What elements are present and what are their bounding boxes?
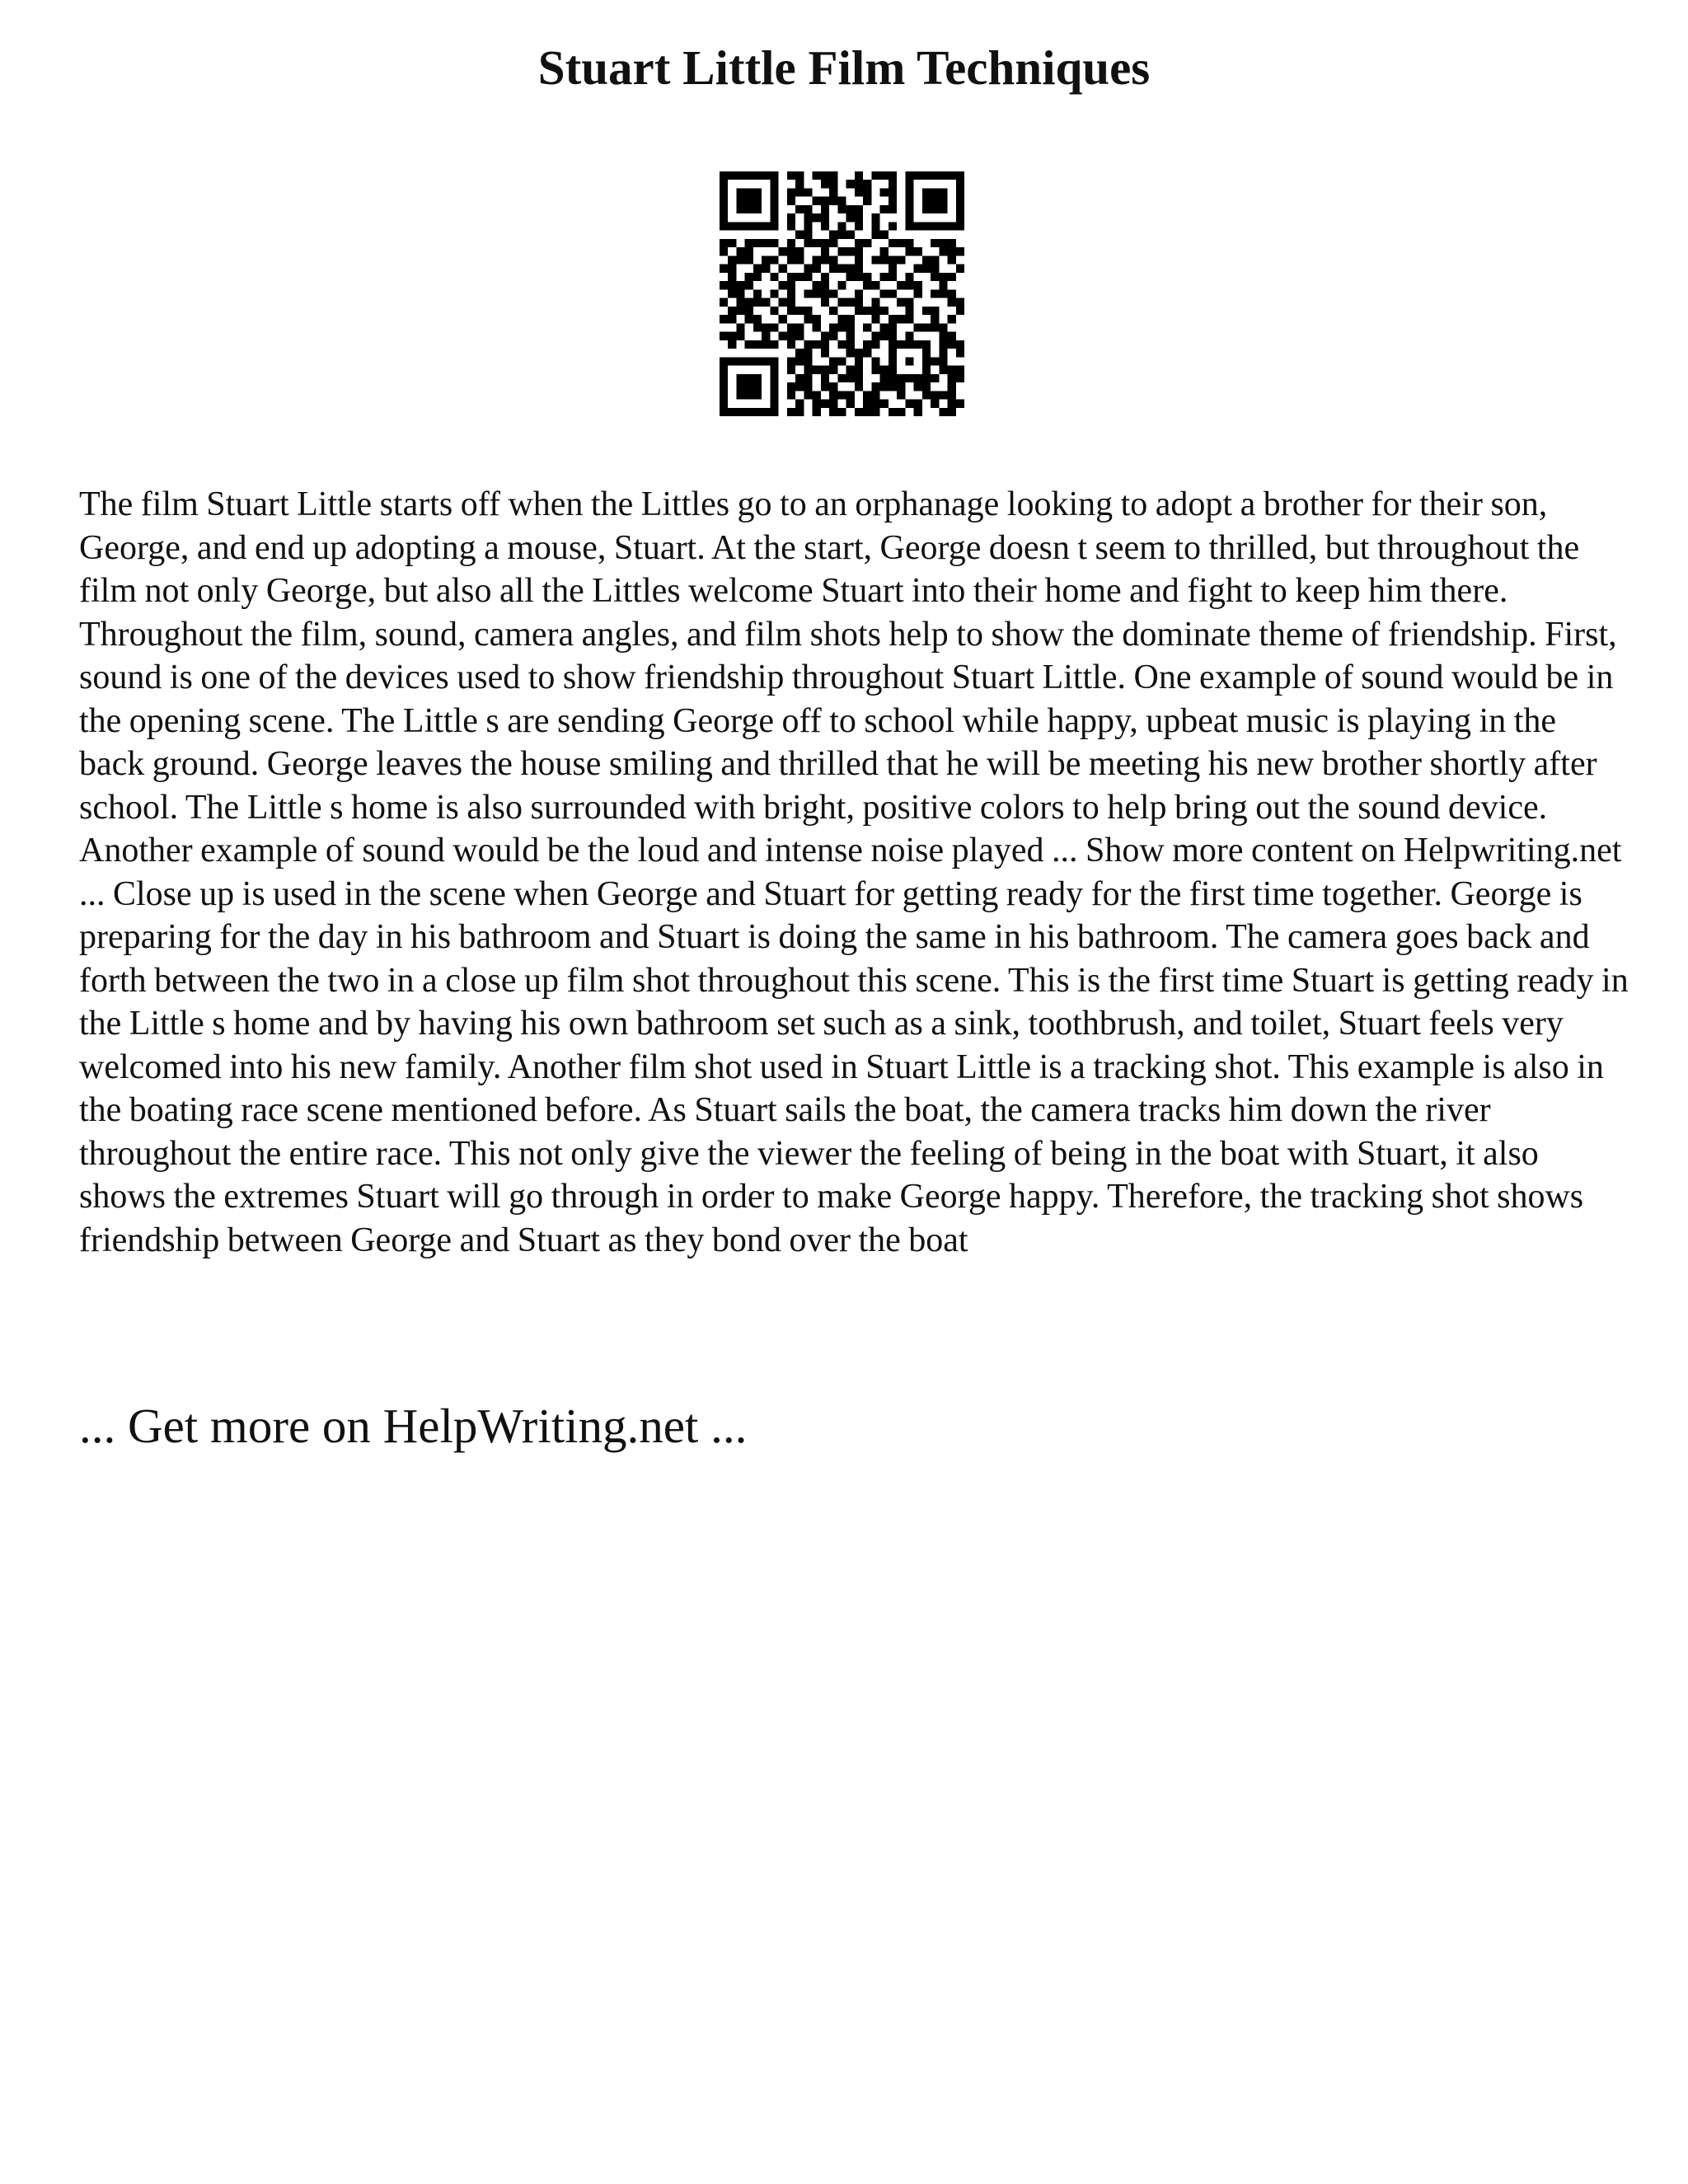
get-more-link[interactable]: ... Get more on HelpWriting.net ... bbox=[79, 1399, 748, 1453]
article-body: The film Stuart Little starts off when the Littles go to an orphanage looking to adopt a brother for their son, George, and end up adopting a mouse, Stuart. At the start, George doesn t seem to thrilled, but throughout the film not only George, but also all the Littles welcome Stuart into their home and fight to keep him there. Throughout the film, sound, camera angles, and film shots help to show the dominate theme of friendship. First, sound is one of the devices used to show friendship throughout Stuart Little. One example of sound would be in the opening scene. The Little s are sending George off to school while happy, upbeat music is playing in the back ground. George leaves the house smiling and thrilled that he will be meeting his new brother shortly after school. The Little s home is also surrounded with bright, positive colors to help bring out the sound device. Another example of sound would be the loud and intense noise played ... Show more content on Helpwriting.net ... Close up is used in the scene when George and Stuart for getting ready for the first time together. George is preparing for the day in his bathroom and Stuart is doing the same in his bathroom. The camera goes back and forth between the two in a close up film shot throughout this scene. This is the first time Stuart is getting ready in the Little s home and by having his own bathroom set such as a sink, toothbrush, and toilet, Stuart feels very welcomed into his new family. Another film shot used in Stuart Little is a tracking shot. This example is also in the boating race scene mentioned before. As Stuart sails the boat, the camera tracks him down the river throughout the entire race. This not only give the viewer the feeling of being in the boat with Stuart, it also shows the extremes Stuart will go through in order to make George happy. Therefore, the tracking shot shows friendship between George and Stuart as they bond over the boat bbox=[79, 485, 1629, 1259]
qr-code-icon bbox=[720, 171, 964, 416]
page-title: Stuart Little Film Techniques bbox=[537, 40, 1151, 95]
